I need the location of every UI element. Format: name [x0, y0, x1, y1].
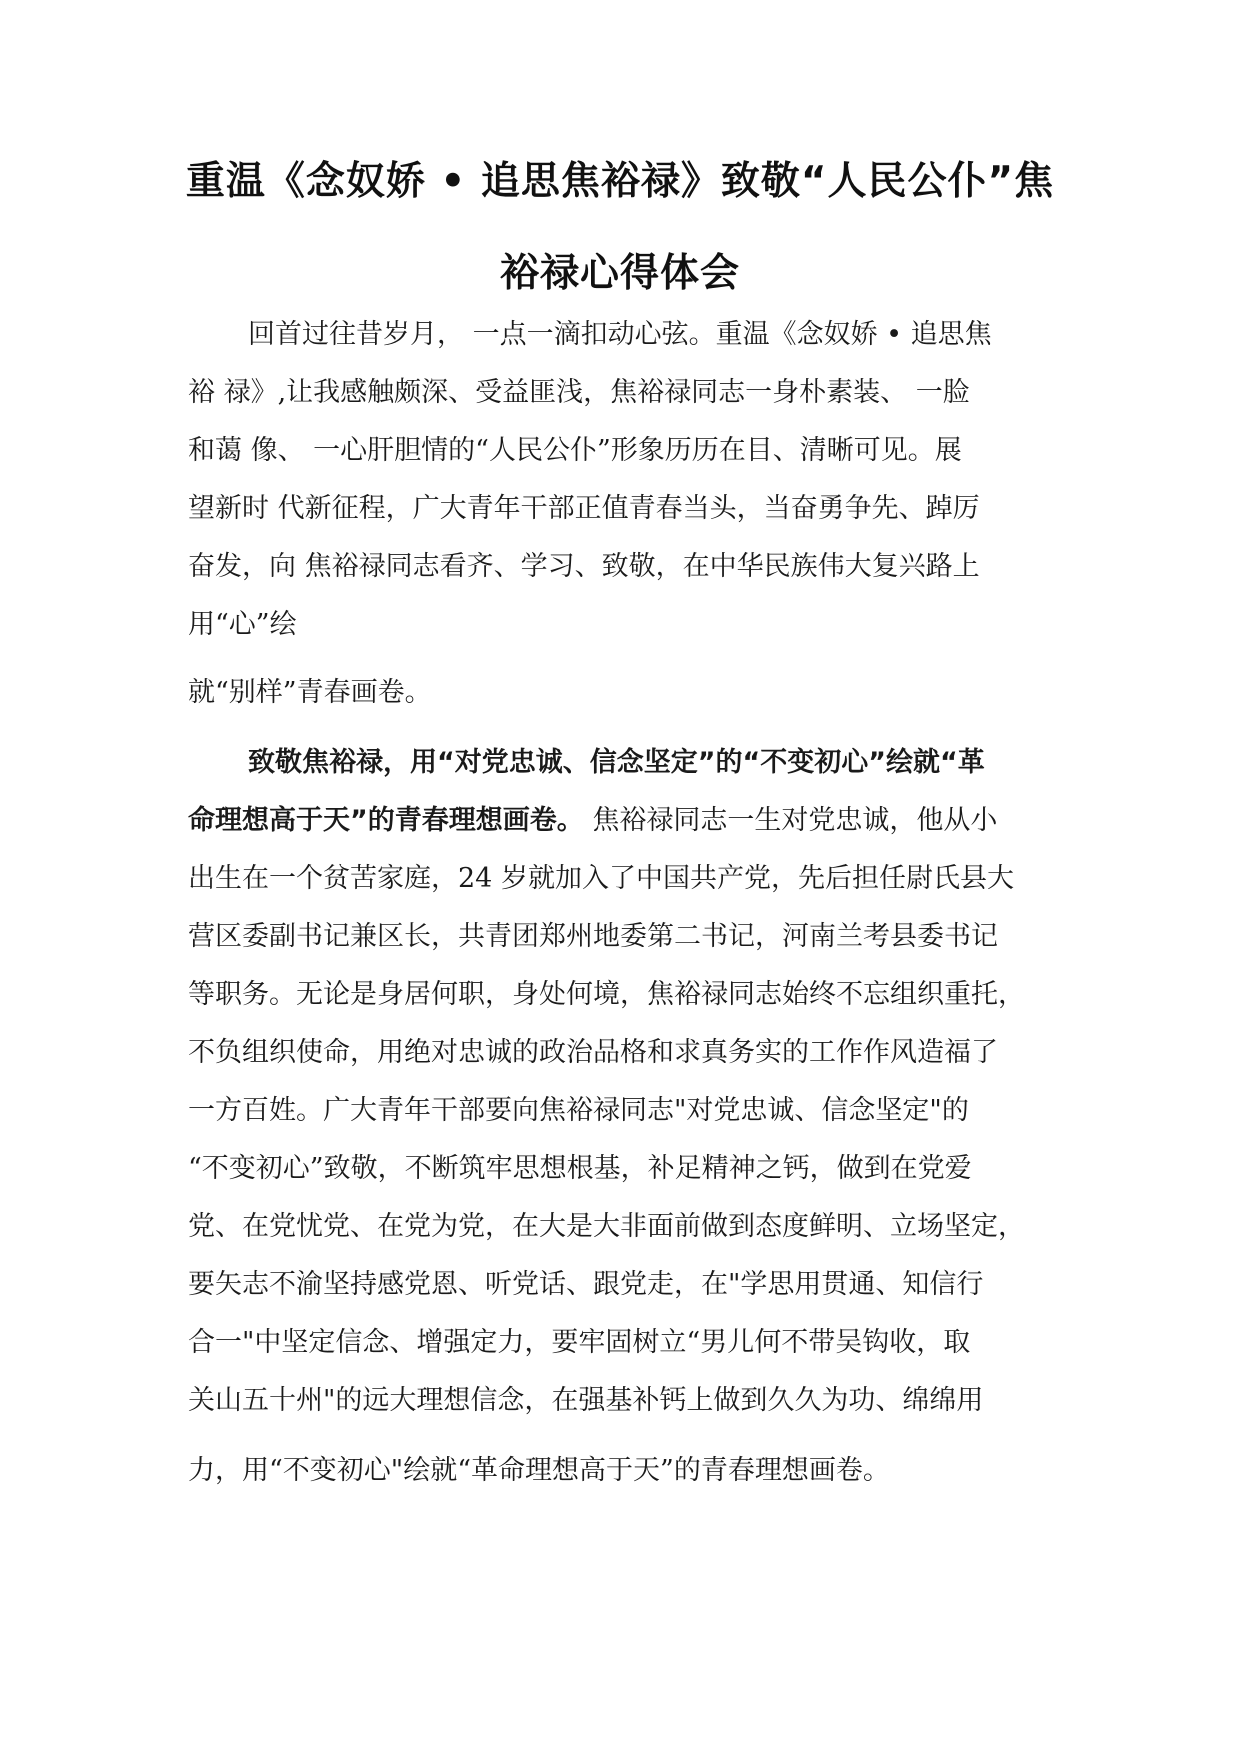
section-body-line: 合一"中坚定信念、增强定力，要牢固树立“男儿何不带吴钩收，取 [188, 1327, 971, 1358]
intro-line: 用“心”绘 [188, 609, 297, 640]
section-body-line: 营区委副书记兼区长，共青团郑州地委第二书记，河南兰考县委书记 [188, 921, 998, 952]
intro-line: 回首过往昔岁月， 一点一滴扣动心弦。重温《念奴娇 • 追思焦 [248, 319, 992, 350]
section-body-line: “不变初心”致敬，不断筑牢思想根基，补足精神之钙，做到在党爱 [188, 1153, 972, 1184]
section-heading-line-1: 致敬焦裕禄，用“对党忠诚、信念坚定”的“不变初心”绘就“革 [248, 747, 985, 778]
section-body-start: 焦裕禄同志一生对党忠诚，他从小 [583, 805, 998, 836]
document-title-line-1: 重温《念奴娇 • 追思焦裕禄》致敬“人民公仆”焦 [185, 159, 1055, 204]
intro-line: 奋发，向 焦裕禄同志看齐、学习、致敬，在中华民族伟大复兴路上 [188, 551, 980, 582]
section-heading-line-2 [188, 798, 997, 837]
section-body-line: 出生在一个贫苦家庭，24 岁就加入了中国共产党，先后担任尉氏县大 [188, 863, 1014, 894]
intro-line: 就“别样”青春画卷。 [188, 677, 432, 708]
section-body-line: 党、在党忧党、在党为党，在大是大非面前做到态度鲜明、立场坚定， [188, 1211, 1025, 1242]
intro-line: 望新时 代新征程，广大青年干部正值青春当头，当奋勇争先、踔厉 [188, 493, 980, 524]
section-body-line: 关山五十州"的远大理想信念，在强基补钙上做到久久为功、绵绵用 [188, 1385, 984, 1416]
section-body-line: 不负组织使命，用绝对忠诚的政治品格和求真务实的工作作风造福了 [188, 1037, 998, 1068]
section-body-line: 等职务。无论是身居何职，身处何境，焦裕禄同志始终不忘组织重托， [188, 979, 1025, 1010]
section-body-line: 力，用“不变初心"绘就“革命理想高于天”的青春理想画卷。 [188, 1455, 890, 1486]
intro-line: 和蔼 像、 一心肝胆情的“人民公仆”形象历历在目、清晰可见。展 [188, 435, 962, 466]
section-heading-bold-tail: 命理想高于天”的青春理想画卷。 [188, 805, 584, 836]
document-title-line-2: 裕禄心得体会 [499, 251, 740, 296]
section-body-line: 一方百姓。广大青年干部要向焦裕禄同志"对党忠诚、信念坚定"的 [188, 1095, 969, 1126]
intro-line: 裕 禄》,让我感触颇深、受益匪浅，焦裕禄同志一身朴素装、 一脸 [188, 377, 970, 408]
section-body-line: 要矢志不渝坚持感党恩、听党话、跟党走，在"学思用贯通、知信行 [188, 1269, 984, 1300]
